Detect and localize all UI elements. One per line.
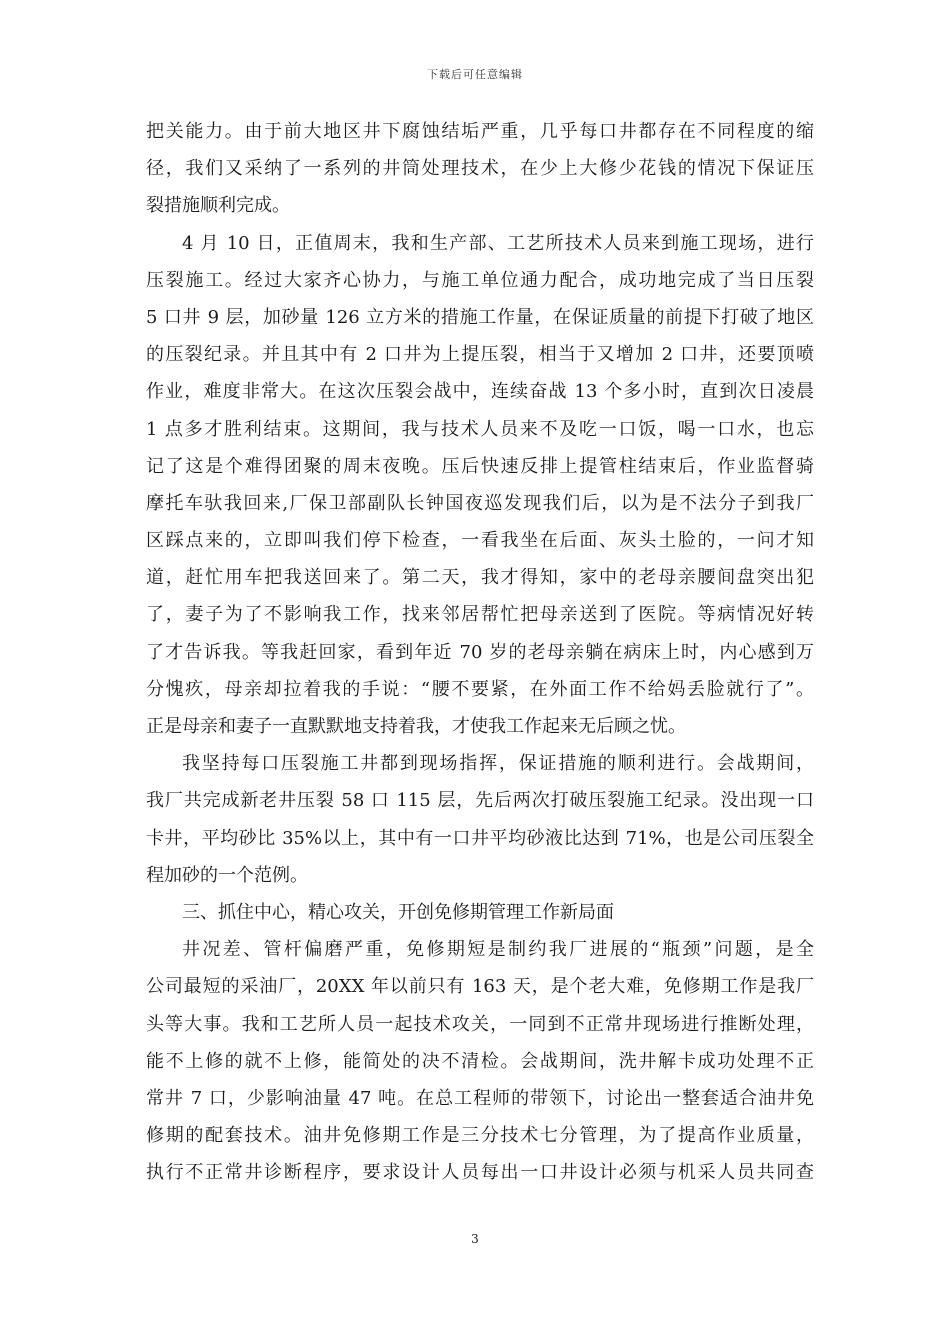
text-line: 径，我们又采纳了一系列的井筒处理技术，在少上大修少花钱的情况下保证压 [146, 158, 814, 180]
text-line: 的压裂纪录。并且其中有 2 口井为上提压裂，相当于又增加 2 口井，还要顶喷 [146, 344, 814, 366]
text-line: 常井 7 口，少影响油量 47 吨。在总工程师的带领下，讨论出一整套适合油井免 [146, 1087, 814, 1109]
text-line: 作业，难度非常大。在这次压裂会战中，连续奋战 13 个多小时，直到次日凌晨 [146, 381, 814, 403]
text-line: 修期的配套技术。油井免修期工作是三分技术七分管理，为了提高作业质量， [146, 1125, 814, 1147]
page-header: 下载后可任意编辑 [427, 68, 523, 81]
text-line: 卡井，平均砂比 35%以上，其中有一口井平均砂液比达到 71%，也是公司压裂全 [146, 827, 814, 849]
text-line: 执行不正常井诊断程序，要求设计人员每出一口井设计必须与机采人员共同查 [146, 1162, 814, 1184]
page-number: 3 [471, 1232, 479, 1246]
text-line: 能不上修的就不上修，能简处的决不清检。会战期间，洗井解卡成功处理不正 [146, 1050, 814, 1072]
text-line: 道，赶忙用车把我送回来了。第二天，我才得知，家中的老母亲腰间盘突出犯 [146, 567, 814, 589]
text-line: 记了这是个难得团聚的周末夜晚。压后快速反排上提管柱结束后，作业监督骑 [146, 455, 814, 477]
text-line: 我厂共完成新老井压裂 58 口 115 层，先后两次打破压裂施工纪录。没出现一口 [146, 790, 814, 812]
text-line: 裂措施顺利完成。 [146, 195, 290, 217]
text-line: 了，妻子为了不影响我工作，找来邻居帮忙把母亲送到了医院。等病情况好转 [146, 604, 814, 626]
text-line: 5 口井 9 层，加砂量 126 立方米的措施工作量，在保证质量的前提下打破了地区 [146, 306, 814, 328]
text-line: 头等大事。我和工艺所人员一起技术攻关，一同到不正常井现场进行推断处理， [146, 1013, 814, 1035]
text-line: 三、抓住中心，精心攻关，开创免修期管理工作新局面 [182, 901, 614, 923]
text-line: 压裂施工。经过大家齐心协力，与施工单位通力配合，成功地完成了当日压裂 [146, 269, 814, 291]
text-line: 把关能力。由于前大地区井下腐蚀结垢严重，几乎每口井都存在不同程度的缩 [146, 121, 814, 142]
text-line: 摩托车驮我回来,厂保卫部副队长钟国夜巡发现我们后，以为是不法分子到我厂 [146, 492, 814, 514]
text-line: 我坚持每口压裂施工井都到现场指挥，保证措施的顺利进行。会战期间， [182, 753, 814, 775]
text-line: 1 点多才胜利结束。这期间，我与技术人员来不及吃一口饭，喝一口水，也忘 [146, 418, 814, 440]
text-line: 程加砂的一个范例。 [146, 864, 308, 886]
text-line: 井况差、管杆偏磨严重，免修期短是制约我厂进展的“瓶颈”问题，是全 [182, 939, 814, 961]
text-line: 公司最短的采油厂，20XX 年以前只有 163 天，是个老大难，免修期工作是我厂 [146, 976, 814, 998]
text-line: 区踩点来的，立即叫我们停下检查，一看我坐在后面、灰头土脸的，一问才知 [146, 530, 814, 552]
document-body [146, 113, 814, 1191]
text-line: 分愧疚，母亲却拉着我的手说：“腰不要紧，在外面工作不给妈丢脸就行了”。 [146, 678, 814, 700]
text-line: 4 月 10 日，正值周末，我和生产部、工艺所技术人员来到施工现场，进行 [182, 232, 814, 254]
text-line: 了才告诉我。等我赶回家，看到年近 70 岁的老母亲躺在病床上时，内心感到万 [146, 641, 814, 663]
text-line: 正是母亲和妻子一直默默地支持着我，才使我工作起来无后顾之忧。 [146, 716, 686, 737]
